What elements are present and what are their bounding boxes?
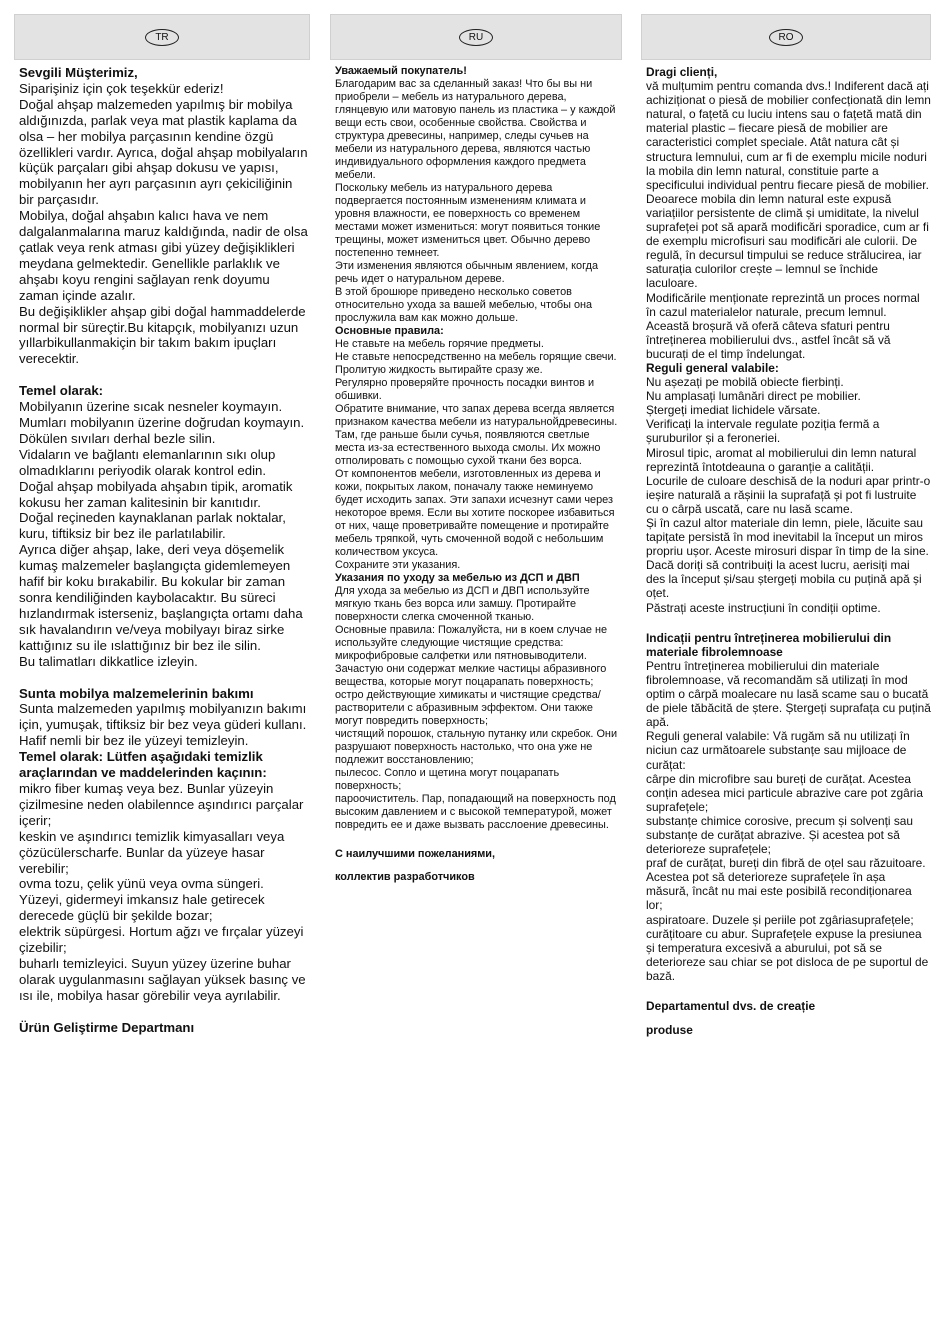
section-heading: Основные правила: (335, 325, 444, 337)
paragraph: пароочиститель. Пар, попадающий на поверхность под высоким давлением и с высокой температурой, может повредить ее и даже вызвать расслоение древесины. (335, 793, 616, 831)
paragraph: Verificați la intervale regulate poziția fermă a șuruburilor și a feroneriei. (646, 417, 880, 446)
section-heading: Указания по уходу за мебелью из ДСП и ДВП (335, 572, 580, 584)
paragraph: Для ухода за мебелью из ДСП и ДВП используйте мягкую ткань без ворса или замшу. Протирайте поверхности слегка смоченной тканью. (335, 585, 590, 623)
paragraph: Mirosul tipic, aromat al mobilierului din lemn natural reprezintă întotdeauna o garanție a calității. (646, 445, 917, 474)
paragraph: Doğal ahşap malzemeden yapılmış bir mobilya aldığınızda, parlak veya mat plastik kaplama da olsa – her mobilya parçasının kendine özgü özellikleri vardır. Ayrıca, doğal ahşap mobilyaların küçük parçaları gibi ahşap dokusu ve yapısı, mobilyanın her ayrı parçasının ayrı çekiciliğinin bir parçasıdır. (19, 96, 308, 208)
language-badge: TR (145, 29, 179, 46)
paragraph: Siparişiniz için çok teşekkür ederiz! (19, 80, 224, 96)
paragraph: Не ставьте непосредственно на мебель горящие свечи. (335, 351, 617, 363)
column-header (330, 14, 622, 60)
spacer (19, 670, 310, 686)
paragraph: Основные правила: Пожалуйста, ни в коем случае не используйте следующие чистящие средства: (335, 624, 608, 649)
paragraph: vă mulțumim pentru comanda dvs.! Indiferent dacă ați achiziționat o piesă de mobilier confecționată din lemn natural, o fațetă cu luciu intens sau o fațetă mată din material plastic – fiecare piesă de mobilier are caracteristici complet speciale. Atât natura cât și structura lemnului, cum ar fi de exemplu micile noduri la mobila din lemn natural, constituie parte a specificului individual pentru fiecare piesă de mobilier. (646, 79, 931, 192)
section-heading: С наилучшими пожеланиями, (335, 848, 496, 860)
spacer (335, 832, 622, 848)
section-heading: Dragi clienți, (646, 65, 718, 79)
paragraph: Nu amplasați lumânări direct pe mobilier. (646, 389, 861, 404)
paragraph: Не ставьте на мебель горячие предметы. (335, 338, 544, 350)
paragraph: Пролитую жидкость вытирайте сразу же. (335, 364, 543, 376)
spacer (646, 983, 931, 999)
paragraph: Сохраните эти указания. (335, 559, 461, 571)
section-heading: Sevgili Müşterimiz, (19, 65, 138, 80)
paragraph: curățitoare cu abur. Suprafețele expuse la presiunea și temperatura excesivă a aburului, pot să se deterioreze sau chiar se pot disloca de pe suportul de bază. (646, 926, 929, 983)
paragraph: Mumları mobilyanın üzerine doğrudan koymayın. (19, 415, 305, 431)
paragraph: Благодарим вас за сделанный заказ! Что бы вы ни приобрели – мебель из натурального дерева, глянцевую или матовую панель из пластика – у каждой вещи есть свои, особенные свойства. Свойства и структура древесины, например, следы сучьев на мебели из натурального дерева, являются частью индивидуального оформления каждого предмета мебели. (335, 78, 616, 181)
paragraph: Pentru întreținerea mobilierului din materiale fibrolemnoase, vă recomandăm să utilizați în mod optim o cârpă moalecare nu lasă scame sau o bucată de piele tăbăcită de ștere. Ștergeți suprafața cu puțină apă. (646, 658, 931, 730)
language-badge: RU (459, 29, 493, 46)
paragraph: От компонентов мебели, изготовленных из дерева и кожи, покрытых лаком, поначалу также неминуемо будет исходить запах. Эти запахи исчезнут сами через некоторое время. Если вы хотите поскорее избавиться от них, чаще проветривайте помещение и протирайте мебель тряпкой, чуть смоченной водой с небольшим количеством уксуса. (335, 468, 615, 558)
paragraph: Mobilyanın üzerine sıcak nesneler koymayın. (19, 399, 283, 415)
paragraph: пылесос. Сопло и щетина могут поцарапать поверхность; (335, 767, 560, 792)
spacer (335, 861, 622, 871)
paragraph: Регулярно проверяйте прочность посадки винтов и обшивки. (335, 377, 595, 402)
language-badge: RO (769, 29, 803, 46)
paragraph: buharlı temizleyici. Suyun yüzey üzerine buhar olarak uygulanmasını sağlayan yüksek basınç ve ısı ile, mobilya hasar görebilir veya ayrılabilir. (19, 955, 306, 1003)
paragraph: Doğal reçineden kaynaklanan parlak noktalar, kuru, tiftiksiz bir bez ile parlatılabilir. (19, 510, 286, 542)
column-header (14, 14, 310, 60)
paragraph: Обратите внимание, что запах дерева всегда является признаком качества мебели из натуральнойдревесины. Там, где раньше были сучья, появляются светлые места из-за естественного выхода смолы. Их можно отполировать с помощью сухой ткани без ворса. (335, 403, 618, 467)
paragraph: Deoarece mobila din lemn natural este expusă variațiilor persistente de climă și umiditate, la nivelul suprafeței pot să apară modificări sporadice, cum ar fi de exemplu microfisuri sau modificări ale culorii. De regulă, în decursul timpului se reduce strălucirea, iar saturația culorilor crește – lemnul se închide laculoare. (646, 191, 929, 291)
paragraph: elektrik süpürgesi. Hortum ağzı ve fırçalar yüzeyi çizebilir; (19, 924, 304, 956)
paragraph: substanțe chimice corosive, precum și solvenți sau substanțe de curățat abrazive. Și acestea pot să deterioreze suprafețele; (646, 813, 913, 857)
paragraph: Sunta malzemeden yapılmış mobilyanızın bakımı için, yumuşak, tiftiksiz bir bez veya güderi kullanı. Hafif nemli bir bez ile yüzeyi temizleyin. (19, 701, 307, 749)
paragraph: Doğal ahşap mobilyada ahşabın tipik, aromatik kokusu her zaman kalitesinin bir kanıtıdır. (19, 478, 293, 510)
paragraph: Și în cazul altor materiale din lemn, piele, lăcuite sau tapițate persistă în mod inevitabil la început un miros propriu ușor. Aceste mirosuri dispar în timp de la sine. Dacă doriți să contribuiți la acest lucru, aerisiți mai des la început și/sau ștergeți mobila cu puțină apă și oțet. (646, 516, 929, 601)
spacer (19, 1004, 310, 1020)
paragraph: normal bir süreçtir.Bu kitapçık, mobilyanızı uzun yıllarbikullanmakiçin bir takım bakım ipuçları verecektir. (19, 319, 299, 367)
section-heading: Sunta mobilya malzemelerinin bakımı (19, 685, 254, 701)
section-heading: Temel olarak: (19, 383, 104, 399)
paragraph: Mobilya, doğal ahşabın kalıcı hava ve nem dalgalanmalarına maruz kaldığında, nadir de olsa çatlak veya renk atması gibi yüzey değişiklikleri meydana gelmektedir. Genellikle parlaklık ve ahşabı koyu rengini sağlayan renk doyumu zaman içinde azalır. (19, 208, 308, 303)
paragraph: чистящий порошок, стальную путанку или скребок. Они разрушают поверхность настолько, что она уже не подлежит восстановлению; (335, 728, 618, 766)
paragraph: aspiratoare. Duzele și periile pot zgâriasuprafețele; (646, 912, 914, 927)
paragraph: В этой брошюре приведено несколько советов относительно ухода за вашей мебелью, чтобы она прослужила вам как можно дольше. (335, 286, 593, 324)
column-body (14, 60, 310, 1036)
spacer (19, 367, 310, 383)
paragraph: ovma tozu, çelik yünü veya ovma süngeri. Yüzeyi, gidermeyi imkansız hale getirecek derecede güçlü bir şekilde bozar; (19, 876, 265, 924)
paragraph: Ștergeți imediat lichidele vărsate. (646, 403, 821, 418)
paragraph: остро действующие химикаты и чистящие средства/растворители с абразивным эффектом. Они также могут повредить поверхность; (335, 689, 601, 727)
section-heading: коллектив разработчиков (335, 871, 475, 883)
column-russian (330, 14, 622, 884)
paragraph: Bu değişiklikler ahşap gibi doğal hammaddelerde (19, 303, 306, 319)
paragraph: Nu așezați pe mobilă obiecte fierbinți. (646, 375, 844, 390)
section-heading: Indicații pentru întreținerea mobilierului din materiale fibrolemnoase (646, 630, 892, 659)
paragraph: Modificările menționate reprezintă un proces normal în cazul materialelor naturale, precum lemnul. (646, 290, 920, 319)
paragraph: Această broșură vă oferă câteva sfaturi pentru întreținerea mobilierului dvs., astfel încât să vă bucurați de el timp îndelungat. (646, 318, 891, 361)
section-heading: Reguli general valabile: (646, 360, 779, 375)
column-header (641, 14, 931, 60)
paragraph: keskin ve aşındırıcı temizlik kimyasalları veya çözücülerscharfe. Bunlar da yüzeye hasar verebilir; (19, 828, 285, 876)
column-turkish (14, 14, 310, 1036)
section-heading: Departamentul dvs. de creație (646, 999, 816, 1013)
section-heading: Temel olarak: Lütfen aşağıdaki temizlik araçlarından ve maddelerinden kaçının: (19, 749, 267, 781)
column-body (330, 60, 622, 884)
paragraph: Эти изменения являются обычным явлением, когда речь идет о натуральном дереве. (335, 260, 599, 285)
paragraph: Ayrıca diğer ahşap, lake, deri veya döşemelik kumaş malzemeler başlangıçta gidemlemeyen hafif bir koku bırakabilir. Bu kokular bir zaman sonra kendiliğinden kaybolacaktır. Bu süreci hızlandırmak isterseniz, başlangıçta ortamı daha sık havalandırın ve/veya mobilyayı biraz sirke kattığınız su ile ıslattığınız bir bez ile silin. (19, 542, 303, 653)
paragraph: praf de curățat, bureți din fibră de oțel sau răzuitoare. Acestea pot să deterioreze suprafețele în așa măsură, încât nu mai este posibilă recondiționarea lor; (646, 856, 926, 913)
paragraph: Vidaların ve bağlantı elemanlarının sıkı olup olmadıklarını periyodik olarak kontrol edin. (19, 446, 276, 478)
paragraph: Поскольку мебель из натурального дерева подвергается постоянным изменениям климата и уровня влажности, ее поверхность со временем местами может измениться: могут появиться тонкие трещины, может измениться цвет. Обычно дерево постепенно темнеет. (335, 182, 601, 259)
section-heading: produse (646, 1023, 693, 1038)
paragraph: Reguli general valabile: Vă rugăm să nu utilizați în niciun caz următoarele substanțe sau mijloace de curățat: (646, 729, 910, 772)
paragraph: Locurile de culoare deschisă de la noduri apar printr-o ieșire naturală a rășinii la suprafață și pot fi lustruite cu o cârpă uscată, care nu lasă scame. (646, 473, 931, 516)
paragraph: Bu talimatları dikkatlice izleyin. (19, 653, 198, 669)
spacer (646, 1013, 931, 1023)
paragraph: mikro fiber kumaş veya bez. Bunlar yüzeyin çizilmesine neden olabilennce aşındırıcı parçalar içerir; (19, 780, 304, 828)
column-body (641, 60, 931, 1037)
paragraph: Dökülen sıvıları derhal bezle silin. (19, 430, 216, 446)
spacer (646, 615, 931, 631)
paragraph: Păstrați aceste instrucțiuni în condiții optime. (646, 600, 881, 615)
column-romanian (641, 14, 931, 1037)
section-heading: Уважаемый покупатель! (335, 65, 467, 77)
paragraph: микрофибровые салфетки или пятновыводители. Зачастую они содержат мелкие частицы абразивного вещества, которые могут поцарапать поверхность; (335, 650, 607, 688)
section-heading: Ürün Geliştirme Departmanı (19, 1019, 195, 1035)
paragraph: cârpe din microfibre sau bureți de curățat. Acestea conțin adesea mici particule abrazive care pot zgâria suprafețele; (646, 771, 923, 814)
